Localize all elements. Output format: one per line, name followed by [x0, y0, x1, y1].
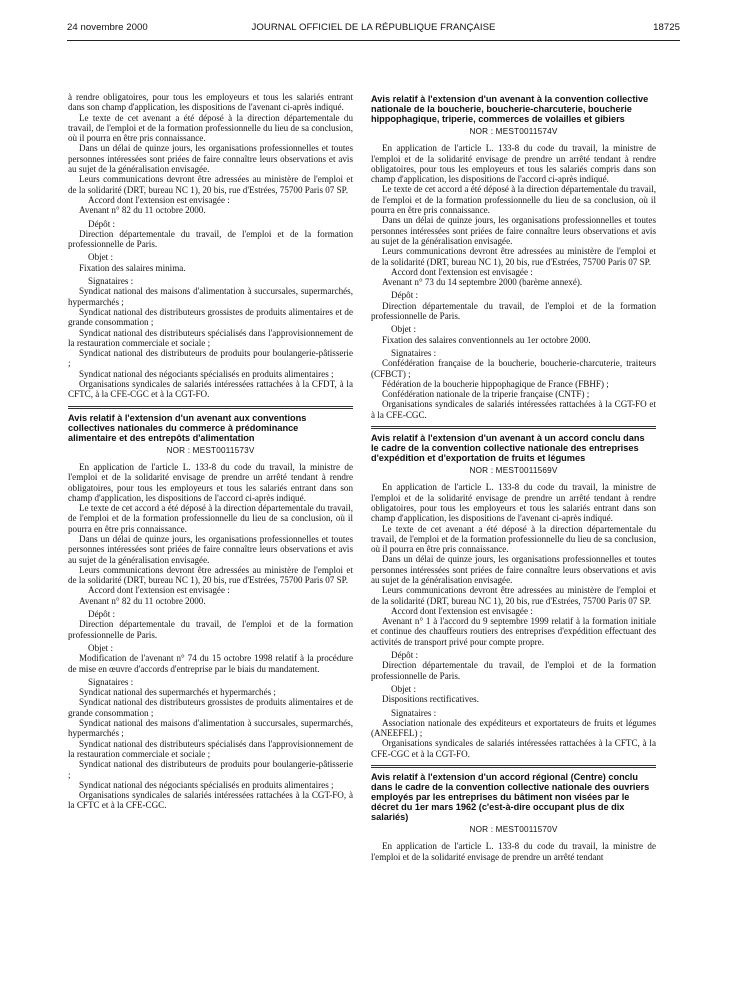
page-header — [67, 22, 680, 38]
header-journal-title: JOURNAL OFFICIEL DE LA RÉPUBLIQUE FRANÇAISE — [251, 22, 496, 33]
paragraph: En application de l'article L. 133-8 du code du travail, la ministre de l'emploi et de la solidarité envisage de prendre un arrêté tendant à rendre obligatoires, pour tous les employeurs et tous les salariés entrant dans son champ d'application, les dispositions de l'avenant ci-après indiqué. — [371, 482, 656, 524]
field-label: Objet : — [391, 324, 417, 335]
field-value: Dispositions rectificatives. — [382, 694, 479, 705]
nor-reference: NOR : MEST0011570V — [469, 825, 558, 835]
field-value: Avenant n° 82 du 11 octobre 2000. — [79, 595, 206, 606]
paragraph: Dans un délai de quinze jours, les organisations professionnelles et toutes personnes intéressées sont priées de faire connaître leurs observations et avis au sujet de la généralisation envisagée. — [68, 143, 353, 175]
paragraph: Le texte de cet avenant a été déposé à la direction départementale du travail, de l'emploi et de la formation professionnelle du lieu de sa conclusion, où il pourra en être pris connaissance. — [371, 523, 656, 555]
field-label: Signataires : — [391, 707, 437, 718]
notice-title: Avis relatif à l'extension d'un avenant aux conventions collectives nationales du commerce à prédominance alimentaire et des entrepôts d'alimentation — [68, 412, 307, 443]
signatory: Syndicat national des maisons d'alimentation à succursales, supermarchés, hypermarchés ; — [68, 718, 353, 739]
signatory: Syndicat national des distributeurs grossistes de produits alimentaires et de grande consommation ; — [68, 306, 353, 328]
field-label: Accord dont l'extension est envisagée : — [88, 585, 230, 596]
signatory: Confédération nationale de la triperie française (CNTF) ; — [382, 389, 590, 400]
field-value: Direction départementale du travail, de l'emploi et de la formation professionnelle de Paris. — [68, 619, 353, 640]
section-divider — [68, 406, 353, 409]
signatory: Syndicat national des supermarchés et hypermarchés ; — [79, 687, 276, 698]
paragraph: Le texte de cet accord a été déposé à la direction départementale du travail, de l'emploi et de la formation professionnelle du lieu de sa conclusion, où il pourra en être pris connaissance. — [68, 503, 353, 534]
paragraph: Leurs communications devront être adressées au ministère de l'emploi et de la solidarité (DRT, bureau NC 1), 20 bis, rue d'Estrées, 75700 Paris 07 SP. — [68, 564, 353, 586]
paragraph: Dans un délai de quinze jours, les organisations professionnelles et toutes personnes intéressées sont priées de faire connaître leurs observations et avis au sujet de la généralisation envisagée. — [68, 533, 353, 565]
field-value: Fixation des salaires conventionnels au 1er octobre 2000. — [382, 334, 591, 345]
field-label: Accord dont l'extension est envisagée : — [391, 605, 533, 616]
field-label: Signataires : — [391, 347, 437, 358]
field-label: Dépôt : — [88, 218, 116, 229]
section-divider — [371, 426, 656, 429]
signatory: Confédération française de la boucherie, boucherie-charcuterie, traiteurs (CFBCT) ; — [371, 358, 656, 379]
field-label: Objet : — [88, 642, 114, 653]
field-label: Objet : — [391, 683, 417, 694]
signatory: Syndicat national des distributeurs de produits pour boulangerie-pâtisserie ; — [68, 759, 353, 780]
field-value: Direction départementale du travail, de l'emploi et de la formation professionnelle de Paris. — [371, 660, 656, 681]
paragraph: à rendre obligatoires, pour tous les employeurs et tous les salariés entrant dans son champ d'application, les dispositions de l'avenant ci-après indiqué. — [68, 92, 353, 113]
field-value: Avenant n° 82 du 11 octobre 2000. — [79, 205, 206, 216]
notice-title: Avis relatif à l'extension d'un accord régional (Centre) conclu dans le cadre de la convention collective nationale des ouvriers employés par les entreprises du bâtiment non visées par le décret du 1er mars 1962 (c'est-à-dire occupant plus de dix salariés) — [371, 772, 650, 823]
signatory: Syndicat national des distributeurs de produits pour boulangerie-pâtisserie ; — [68, 348, 353, 369]
signatory: Association nationale des expéditeurs et exportateurs de fruits et légumes (ANEEFEL) ; — [371, 717, 656, 739]
field-label: Accord dont l'extension est envisagée : — [88, 194, 230, 205]
paragraph: Le texte de cet accord a été déposé à la direction départementale du travail, de l'emploi et de la formation professionnelle du lieu de sa conclusion, où il pourra en être pris connaissance. — [371, 184, 656, 216]
paragraph: Dans un délai de quinze jours, les organisations professionnelles et toutes personnes intéressées sont priées de faire connaître leurs observations et avis au sujet de la généralisation envisagée. — [371, 215, 656, 246]
signatory: Organisations syndicales de salariés intéressées rattachées à la CFTC, à la CFE-CGC et à la CGT-FO. — [371, 738, 656, 759]
field-value: Avenant n° 1 à l'accord du 9 septembre 1999 relatif à la formation initiale et continue des chauffeurs routiers des entreprises d'expédition effectuant des activités de transport privé pour compte propre. — [371, 616, 656, 647]
signatory: Syndicat national des distributeurs spécialisés dans l'approvisionnement de la restauration commerciale et sociale ; — [68, 738, 353, 759]
signatory: Fédération de la boucherie hippophagique de France (FBHF) ; — [382, 378, 609, 389]
field-value: Avenant n° 73 du 14 septembre 2000 (barème annexé). — [382, 277, 583, 288]
field-label: Dépôt : — [391, 650, 419, 661]
nor-reference: NOR : MEST0011569V — [469, 466, 558, 476]
field-value: Direction départementale du travail, de l'emploi et de la formation professionnelle de Paris. — [68, 228, 353, 250]
paragraph: Dans un délai de quinze jours, les organisations professionnelles et toutes personnes intéressées sont priées de faire connaître leurs observations et avis au sujet de la généralisation envisagée. — [371, 554, 656, 585]
paragraph: En application de l'article L. 133-8 du code du travail, la ministre de l'emploi et de la solidarité envisage de prendre un arrêté tendant à rendre obligatoires, pour tous les employeurs et tous les salariés entrant dans son champ d'application, les dispositions de l'accord ci-après indiqué. — [68, 461, 353, 503]
right-column — [371, 94, 656, 862]
field-label: Accord dont l'extension est envisagée : — [391, 266, 533, 277]
paragraph: Leurs communications devront être adressées au ministère de l'emploi et de la solidarité (DRT, bureau NC 1), 20 bis, rue d'Estrées, 75700 Paris 07 SP. — [68, 174, 353, 195]
paragraph: En application de l'article L. 133-8 du code du travail, la ministre de l'emploi et de la solidarité envisage de prendre un arrêté tendant à rendre obligatoires, pour tous les employeurs et tous les salariés compris dans son champ d'application, les dispositions de l'accord ci-après indiqué. — [371, 143, 656, 185]
header-date: 24 novembre 2000 — [67, 22, 148, 33]
paragraph: Leurs communications devront être adressées au ministère de l'emploi et de la solidarité (DRT, bureau NC 1), 20 bis, rue d'Estrées, 75700 Paris 07 SP. — [371, 585, 656, 606]
header-page-number: 18725 — [653, 22, 680, 33]
nor-reference: NOR : MEST0011574V — [469, 127, 558, 136]
paragraph: Le texte de cet avenant a été déposé à la direction départementale du travail, de l'emploi et de la formation professionnelle du lieu de sa conclusion, où il pourra en être pris connaissance. — [68, 112, 353, 144]
field-label: Objet : — [88, 252, 114, 263]
signatory: Syndicat national des distributeurs spécialisés dans l'approvisionnement de la restauration commerciale et sociale ; — [68, 327, 353, 348]
signatory: Organisations syndicales de salariés intéressées rattachées à la CFDT, à la CFTC, à la CFE-CGC et à la CGT-FO. — [68, 379, 353, 400]
notice-title: Avis relatif à l'extension d'un avenant à la convention collective nationale de la boucherie, boucherie-charcuterie, boucherie hippophagique, triperie, commerces de volailles et gibiers — [371, 94, 649, 124]
signatory: Organisations syndicales de salariés intéressées rattachées à la CGT-FO, à la CFTC et à la CFE-CGC. — [68, 790, 353, 811]
field-value: Fixation des salaires minima. — [79, 262, 186, 273]
field-label: Signataires : — [88, 676, 134, 687]
notice-title: Avis relatif à l'extension d'un avenant à un accord conclu dans le cadre de la convention collective nationale des entreprises d'expédition et d'exportation de fruits et légumes — [371, 433, 645, 464]
header-rule — [67, 40, 680, 41]
signatory: Syndicat national des négociants spécialisés en produits alimentaires ; — [79, 779, 334, 790]
left-column — [68, 92, 353, 811]
nor-reference: NOR : MEST0011573V — [166, 445, 255, 455]
field-value: Modification de l'avenant n° 74 du 15 octobre 1998 relatif à la procédure de mise en œuvre d'accords d'entreprise par le biais du mandatement. — [68, 653, 353, 674]
section-divider — [371, 765, 656, 768]
signatory: Syndicat national des distributeurs grossistes de produits alimentaires et de grande consommation ; — [68, 697, 353, 718]
signatory: Organisations syndicales de salariés intéressées rattachées à la CGT-FO et à la CFE-CGC. — [371, 399, 656, 420]
field-label: Dépôt : — [391, 290, 419, 301]
paragraph: Leurs communications devront être adressées au ministère de l'emploi et de la solidarité (DRT, bureau NC 1), 20 bis, rue d'Estrées, 75700 Paris 07 SP. — [371, 246, 656, 267]
field-label: Dépôt : — [88, 609, 116, 620]
signatory: Syndicat national des maisons d'alimentation à succursales, supermarchés, hypermarchés ; — [68, 286, 353, 307]
signatory: Syndicat national des négociants spécialisés en produits alimentaires ; — [79, 368, 334, 379]
paragraph: En application de l'article L. 133-8 du code du travail, la ministre de l'emploi et de la solidarité envisage de prendre un arrêté tendant — [371, 841, 656, 862]
field-label: Signataires : — [88, 276, 134, 287]
field-value: Direction départementale du travail, de l'emploi et de la formation professionnelle de Paris. — [371, 300, 656, 322]
